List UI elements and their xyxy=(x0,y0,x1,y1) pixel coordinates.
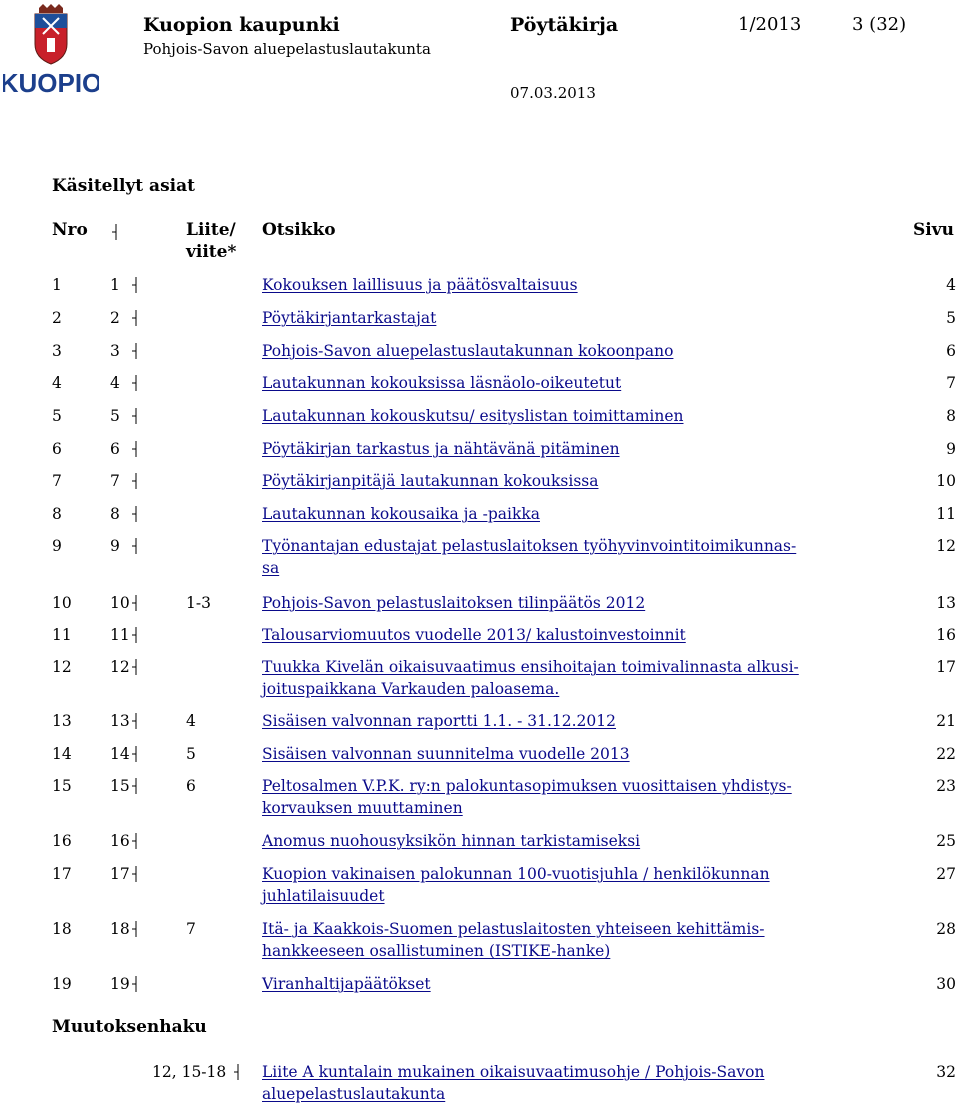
agenda-item-number: 19 xyxy=(52,975,72,993)
agenda-item-number: 1 xyxy=(52,276,62,294)
agenda-item-number: 7 xyxy=(52,472,62,490)
appeal-link-line2: aluepelastuslautakunta xyxy=(262,1085,446,1103)
agenda-item-link[interactable]: Pöytäkirjan tarkastus ja nähtävänä pitäminen xyxy=(262,440,620,458)
section-title: Käsitellyt asiat xyxy=(52,176,195,196)
section-number: 10 xyxy=(110,594,130,612)
section-number: 7 xyxy=(110,472,120,490)
agenda-item-link[interactable]: Anomus nuohousyksikön hinnan tarkistamiseksi xyxy=(262,832,641,850)
section-marker-icon xyxy=(130,309,140,327)
agenda-item-link[interactable]: Pöytäkirjantarkastajat xyxy=(262,309,437,327)
section-marker-icon xyxy=(232,1063,242,1081)
section-number: 5 xyxy=(110,407,120,425)
section-marker-icon xyxy=(130,407,140,425)
agenda-item-number: 16 xyxy=(52,832,72,850)
page-number: 9 xyxy=(946,440,956,458)
page-number: 21 xyxy=(936,712,956,730)
agenda-item-link[interactable]: Pohjois-Savon aluepelastuslautakunnan kokoonpano xyxy=(262,342,674,360)
agenda-item-number: 9 xyxy=(52,537,62,555)
agenda-item-number: 18 xyxy=(52,920,72,938)
section-marker-icon xyxy=(130,276,140,294)
agenda-item-link[interactable]: Kokouksen laillisuus ja päätösvaltaisuus xyxy=(262,276,578,294)
appeal-ref: 12, 15-18 xyxy=(152,1063,227,1081)
agenda-item-link[interactable]: Talousarviomuutos vuodelle 2013/ kalustoinvestoinnit xyxy=(262,626,686,644)
section-marker-icon xyxy=(130,658,140,676)
organization-name: Kuopion kaupunki xyxy=(143,14,340,36)
agenda-item-link[interactable]: Peltosalmen V.P.K. ry:n palokuntasopimuksen vuosittaisen yhdistys- korvauksen muuttaminen xyxy=(262,777,792,817)
document-type: Pöytäkirja xyxy=(510,14,619,36)
section-number: 1 xyxy=(110,276,120,294)
agenda-item-link[interactable]: Lautakunnan kokouksissa läsnäolo-oikeutetut xyxy=(262,374,622,392)
agenda-item-link[interactable]: Lautakunnan kokousaika ja -paikka xyxy=(262,505,540,523)
agenda-item-number: 12 xyxy=(52,658,72,676)
section-number: 6 xyxy=(110,440,120,458)
agenda-item-number: 10 xyxy=(52,594,72,612)
page-number: 4 xyxy=(946,276,956,294)
page-number: 12 xyxy=(936,537,956,555)
meeting-date: 07.03.2013 xyxy=(510,84,596,102)
page-number: 5 xyxy=(946,309,956,327)
agenda-item-link[interactable]: Tuukka Kivelän oikaisuvaatimus ensihoitajan toimivalinnasta alkusi- joituspaikkana Varkauden paloasema. xyxy=(262,658,799,698)
agenda-item-number: 8 xyxy=(52,505,62,523)
page-number: 30 xyxy=(936,975,956,993)
agenda-item-link[interactable]: Pohjois-Savon pelastuslaitoksen tilinpäätös 2012 xyxy=(262,594,646,612)
page-number: 7 xyxy=(946,374,956,392)
appeal-link[interactable] xyxy=(262,1061,862,1105)
agenda-item-number: 3 xyxy=(52,342,62,360)
section-marker-icon xyxy=(110,223,120,241)
section-marker-icon xyxy=(130,594,140,612)
section-marker-icon xyxy=(130,626,140,644)
page-number: 25 xyxy=(936,832,956,850)
section-number: 14 xyxy=(110,745,130,763)
kuopio-logo xyxy=(3,4,99,100)
agenda-item-number: 6 xyxy=(52,440,62,458)
agenda-item-number: 2 xyxy=(52,309,62,327)
appeal-page: 32 xyxy=(936,1063,956,1081)
section-marker-icon xyxy=(130,472,140,490)
agenda-item-link[interactable]: Itä- ja Kaakkois-Suomen pelastuslaitosten yhteiseen kehittämis- hankkeeseen osallistuminen (ISTIKE-hanke) xyxy=(262,920,765,960)
page-number: 17 xyxy=(936,658,956,676)
section-number: 12 xyxy=(110,658,130,676)
page-number: 22 xyxy=(936,745,956,763)
section-number: 2 xyxy=(110,309,120,327)
agenda-item-number: 17 xyxy=(52,865,72,883)
section-number: 16 xyxy=(110,832,130,850)
section-marker-icon xyxy=(130,975,140,993)
agenda-item-number: 14 xyxy=(52,745,72,763)
section-number: 13 xyxy=(110,712,130,730)
section-marker-icon xyxy=(130,832,140,850)
column-heading-liite-line1: Liite/ xyxy=(186,220,236,240)
column-heading-nro: Nro xyxy=(52,220,88,240)
page-number: 8 xyxy=(946,407,956,425)
section-marker-icon xyxy=(130,505,140,523)
agenda-item-link[interactable]: Viranhaltijapäätökset xyxy=(262,975,431,993)
agenda-item-link[interactable]: Työnantajan edustajat pelastuslaitoksen työhyvinvointitoimikunnas- sa xyxy=(262,537,797,577)
section-number: 15 xyxy=(110,777,130,795)
section-marker-icon xyxy=(130,777,140,795)
section-number: 19 xyxy=(110,975,130,993)
attachment-ref: 7 xyxy=(186,920,196,938)
agenda-item-number: 4 xyxy=(52,374,62,392)
section-marker-icon xyxy=(130,440,140,458)
page-number: 6 xyxy=(946,342,956,360)
section-marker-icon xyxy=(130,920,140,938)
section-marker-icon xyxy=(130,342,140,360)
section-number: 18 xyxy=(110,920,130,938)
agenda-item-number: 15 xyxy=(52,777,72,795)
page-info: 3 (32) xyxy=(852,14,907,35)
section-marker-icon xyxy=(130,374,140,392)
document-number: 1/2013 xyxy=(738,14,802,35)
page-number: 13 xyxy=(936,594,956,612)
agenda-item-link[interactable]: Sisäisen valvonnan raportti 1.1. - 31.12.2012 xyxy=(262,712,616,730)
section-number: 4 xyxy=(110,374,120,392)
agenda-item-number: 11 xyxy=(52,626,72,644)
column-heading-title: Otsikko xyxy=(262,220,336,240)
section-marker-icon xyxy=(130,865,140,883)
attachment-ref: 1-3 xyxy=(186,594,211,612)
column-heading-liite xyxy=(186,219,236,263)
section-number: 17 xyxy=(110,865,130,883)
page-number: 16 xyxy=(936,626,956,644)
section-marker-icon xyxy=(130,745,140,763)
board-name: Pohjois-Savon aluepelastuslautakunta xyxy=(143,40,431,58)
agenda-item-number: 5 xyxy=(52,407,62,425)
section-number: 11 xyxy=(110,626,130,644)
agenda-item-number: 13 xyxy=(52,712,72,730)
column-heading-page: Sivu xyxy=(913,220,954,240)
page-number: 28 xyxy=(936,920,956,938)
section-number: 3 xyxy=(110,342,120,360)
agenda-item-link[interactable]: Kuopion vakinaisen palokunnan 100-vuotisjuhla / henkilökunnan juhlatilaisuudet xyxy=(262,865,770,905)
section-marker-icon xyxy=(130,537,140,555)
page-number: 11 xyxy=(936,505,956,523)
attachment-ref: 6 xyxy=(186,777,196,795)
section-number: 8 xyxy=(110,505,120,523)
appeal-title: Muutoksenhaku xyxy=(52,1017,207,1037)
logo-text: KUOPIO xyxy=(3,68,99,98)
attachment-ref: 4 xyxy=(186,712,196,730)
page-number: 23 xyxy=(936,777,956,795)
attachment-ref: 5 xyxy=(186,745,196,763)
agenda-item-link[interactable]: Sisäisen valvonnan suunnitelma vuodelle 2013 xyxy=(262,745,630,763)
section-marker-icon xyxy=(130,712,140,730)
page-number: 10 xyxy=(936,472,956,490)
agenda-item-link[interactable]: Pöytäkirjanpitäjä lautakunnan kokouksissa xyxy=(262,472,599,490)
section-number: 9 xyxy=(110,537,120,555)
page-number: 27 xyxy=(936,865,956,883)
agenda-item-link[interactable]: Lautakunnan kokouskutsu/ esityslistan toimittaminen xyxy=(262,407,684,425)
appeal-link-line1: Liite A kuntalain mukainen oikaisuvaatimusohje / Pohjois-Savon xyxy=(262,1063,765,1081)
column-heading-liite-line2: viite* xyxy=(186,242,237,262)
